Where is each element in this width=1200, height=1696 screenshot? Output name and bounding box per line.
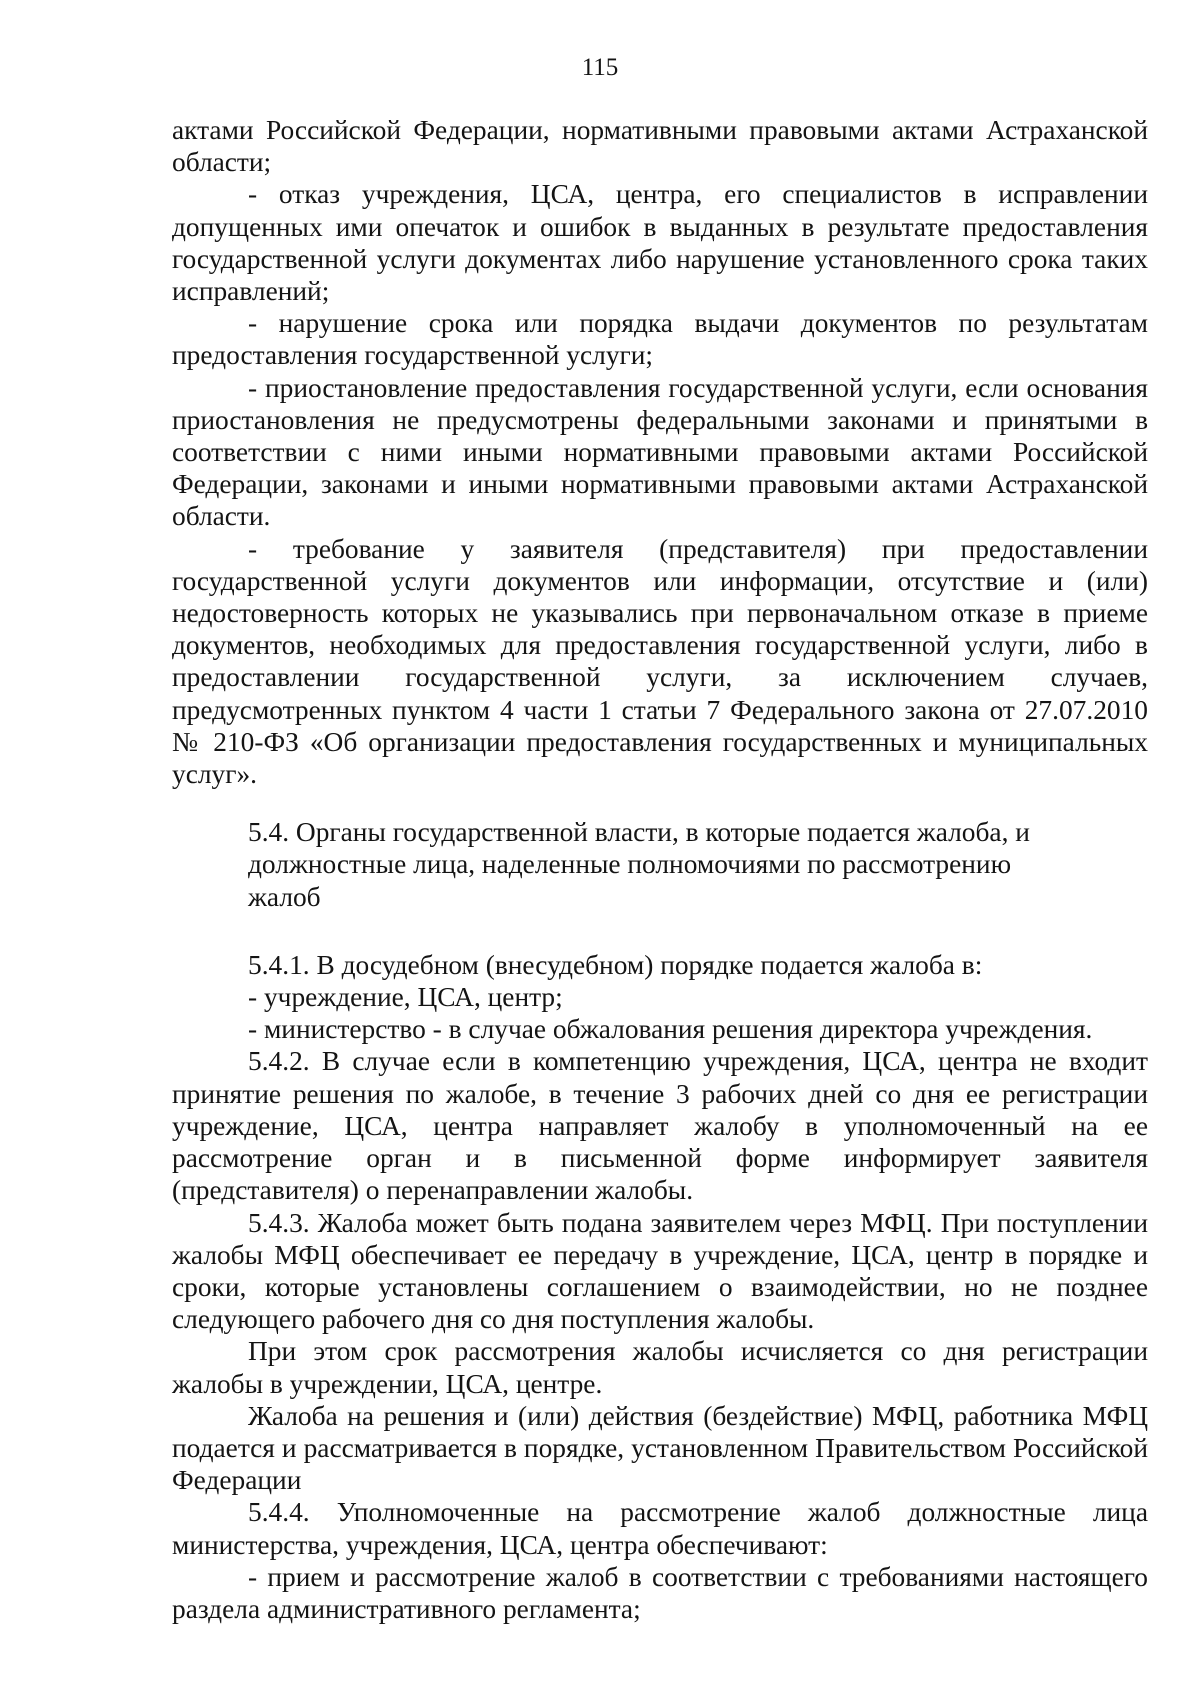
clause-5-4-2: 5.4.2. В случае если в компетенцию учреждения, ЦСА, центра не входит принятие решения по жалобе, в течение 3 рабочих дней со дня ее регистрации учреждение, ЦСА, центра направляет жалобу в уполномоченный на ее рассмотрение орган и в письменной форме информирует заявителя (представителя) о перенаправлении жалобы. — [172, 1046, 1148, 1206]
list-item-refusal-corrections: - отказ учреждения, ЦСА, центра, его специалистов в исправлении допущенных ими опечаток и ошибок в выданных в результате предоставления государственной услуги документах либо нарушение установленного срока таких исправлений; — [172, 179, 1148, 307]
spacer — [172, 913, 1148, 949]
page-body — [172, 114, 1148, 1625]
paragraph-mfc-complaint: Жалоба на решения и (или) действия (бездействие) МФЦ, работника МФЦ подается и рассматривается в порядке, установленном Правительством Российской Федерации — [172, 1400, 1148, 1496]
paragraph-review-period: При этом срок рассмотрения жалобы исчисляется со дня регистрации жалобы в учреждении, ЦСА, центре. — [172, 1336, 1148, 1399]
list-item-reception: - прием и рассмотрение жалоб в соответствии с требованиями настоящего раздела административного регламента; — [172, 1561, 1148, 1624]
paragraph-continuation: актами Российской Федерации, нормативными правовыми актами Астраханской области; — [172, 115, 1148, 178]
list-item-deadline-violation: - нарушение срока или порядка выдачи документов по результатам предоставления государственной услуги; — [172, 308, 1148, 371]
list-item-ministry: - министерство - в случае обжалования решения директора учреждения. — [248, 1014, 1093, 1045]
list-item-institution: - учреждение, ЦСА, центр; — [248, 982, 563, 1013]
list-item-suspension: - приостановление предоставления государственной услуги, если основания приостановления не предусмотрены федеральными законами и принятыми в соответствии с ними иными нормативными правовыми актами Российской Федерации, законами и иными нормативными правовыми актами Астраханской области. — [172, 372, 1148, 532]
spacer — [172, 790, 1148, 816]
clause-5-4-4: 5.4.4. Уполномоченные на рассмотрение жалоб должностные лица министерства, учреждения, ЦСА, центра обеспечивают: — [172, 1497, 1148, 1560]
clause-5-4-1: 5.4.1. В досудебном (внесудебном) порядке подается жалоба в: — [248, 949, 983, 980]
clause-5-4-3: 5.4.3. Жалоба может быть подана заявителем через МФЦ. При поступлении жалобы МФЦ обеспечивает ее передачу в учреждение, ЦСА, центр в порядке и сроки, которые установлены соглашением о взаимодействии, но не позднее следующего рабочего дня со дня поступления жалобы. — [172, 1207, 1148, 1335]
section-heading-5-4: 5.4. Органы государственной власти, в которые подается жалоба, и должностные лица, наделенные полномочиями по рассмотрению жалоб — [248, 817, 1030, 912]
page-number: 115 — [581, 54, 619, 81]
list-item-document-requirement: - требование у заявителя (представителя) при предоставлении государственной услуги документов или информации, отсутствие и (или) недостоверность которых не указывались при первоначальном отказе в приеме документов, необходимых для предоставления государственной услуги, либо в предоставлении государственной услуги, за исключением случаев, предусмотренных пунктом 4 части 1 статьи 7 Федерального закона от 27.07.2010 № 210-ФЗ «Об организации предоставления государственных и муниципальных услуг». — [172, 533, 1148, 790]
